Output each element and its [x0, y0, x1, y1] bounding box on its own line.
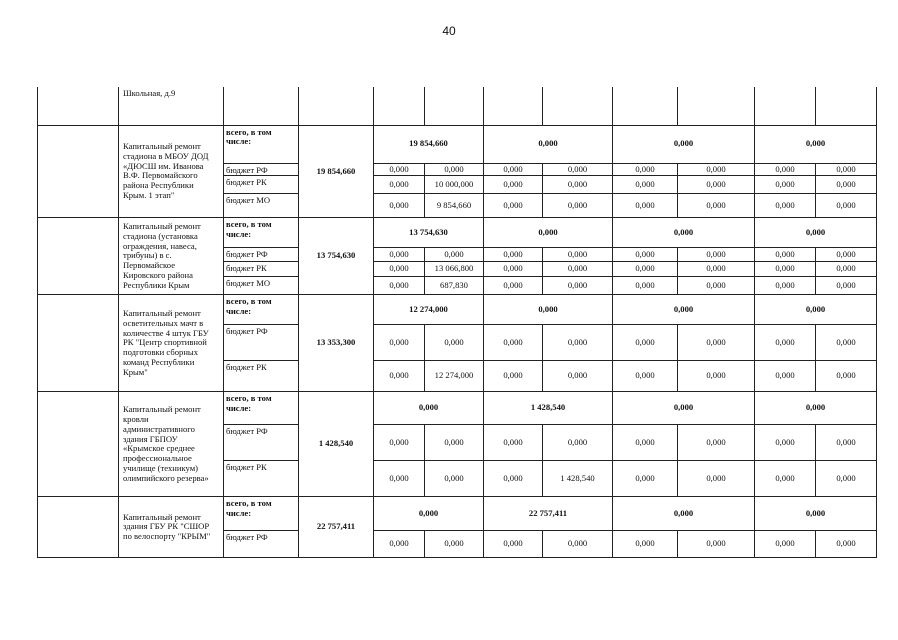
blank-cell: [38, 392, 119, 497]
value-cell: 687,830: [425, 277, 484, 295]
value-cell: 0,000: [678, 425, 755, 461]
value-cell: 0,000: [678, 277, 755, 295]
blank-cell: [613, 87, 678, 125]
source-label: бюджет РФ: [224, 325, 299, 361]
value-cell: 0,000: [755, 361, 816, 392]
value-cell: 0,000: [543, 163, 613, 176]
value-cell: 0,000: [755, 425, 816, 461]
blank-cell: [484, 87, 543, 125]
value-cell: 0,000: [816, 531, 877, 558]
blank-cell: [425, 87, 484, 125]
value-cell: 0,000: [374, 531, 425, 558]
value-cell: 1 428,540: [543, 461, 613, 497]
blank-cell: [374, 87, 425, 125]
value-cell: 0,000: [374, 176, 425, 194]
value-cell: 0,000: [816, 194, 877, 218]
source-label: бюджет РФ: [224, 248, 299, 262]
value-cell: 0,000: [678, 461, 755, 497]
period-sum: 0,000: [613, 218, 755, 248]
value-cell: 0,000: [543, 531, 613, 558]
project-row: [38, 125, 877, 163]
blank-cell: [224, 87, 299, 125]
value-cell: 0,000: [613, 194, 678, 218]
blank-cell: [755, 87, 816, 125]
value-cell: 0,000: [374, 248, 425, 262]
period-sum: 0,000: [613, 392, 755, 425]
value-cell: 0,000: [425, 531, 484, 558]
period-sum: 0,000: [755, 497, 877, 531]
source-label: бюджет РФ: [224, 425, 299, 461]
value-cell: 0,000: [816, 277, 877, 295]
value-cell: 0,000: [613, 277, 678, 295]
value-cell: 0,000: [678, 176, 755, 194]
period-sum: 0,000: [755, 125, 877, 163]
source-label: бюджет МО: [224, 277, 299, 295]
project-total: 13 754,630: [299, 218, 374, 295]
blank-cell: [38, 497, 119, 558]
value-cell: 0,000: [484, 163, 543, 176]
period-sum: 22 757,411: [484, 497, 613, 531]
value-cell: 0,000: [374, 325, 425, 361]
value-cell: 9 854,660: [425, 194, 484, 218]
source-label: всего, в том числе:: [224, 125, 299, 163]
value-cell: 0,000: [543, 194, 613, 218]
page-number: 40: [442, 24, 456, 38]
value-cell: 12 274,000: [425, 361, 484, 392]
source-label: бюджет РК: [224, 361, 299, 392]
period-sum: 0,000: [755, 295, 877, 325]
value-cell: 0,000: [678, 262, 755, 277]
value-cell: 0,000: [484, 325, 543, 361]
value-cell: 0,000: [613, 248, 678, 262]
project-name: Капитальный ремонт стадиона в МБОУ ДОД «ДЮСШ им. Иванова В.Ф. Первомайского района Республики Крым. 1 этап": [119, 125, 224, 218]
value-cell: 0,000: [484, 277, 543, 295]
value-cell: 10 000,000: [425, 176, 484, 194]
value-cell: 0,000: [755, 325, 816, 361]
value-cell: 0,000: [543, 176, 613, 194]
value-cell: 0,000: [678, 248, 755, 262]
blank-cell: [678, 87, 755, 125]
value-cell: 0,000: [543, 262, 613, 277]
project-row: [38, 218, 877, 248]
value-cell: 0,000: [678, 361, 755, 392]
source-label: всего, в том числе:: [224, 497, 299, 531]
project-row: [38, 392, 877, 425]
project-name: Капитальный ремонт здания ГБУ РК "СШОР по велоспорту "КРЫМ": [119, 497, 224, 558]
value-cell: 0,000: [425, 425, 484, 461]
project-row: [38, 497, 877, 531]
value-cell: 0,000: [484, 531, 543, 558]
value-cell: 0,000: [425, 325, 484, 361]
period-sum: 0,000: [613, 497, 755, 531]
value-cell: 13 066,800: [425, 262, 484, 277]
source-label: бюджет РК: [224, 176, 299, 194]
value-cell: 0,000: [374, 277, 425, 295]
value-cell: 0,000: [613, 262, 678, 277]
budget-table: [37, 87, 877, 558]
value-cell: 0,000: [543, 325, 613, 361]
value-cell: 0,000: [613, 531, 678, 558]
value-cell: 0,000: [755, 248, 816, 262]
period-sum: 0,000: [484, 295, 613, 325]
value-cell: 0,000: [543, 425, 613, 461]
project-total: 1 428,540: [299, 392, 374, 497]
source-label: всего, в том числе:: [224, 392, 299, 425]
value-cell: 0,000: [484, 461, 543, 497]
source-label: всего, в том числе:: [224, 295, 299, 325]
value-cell: 0,000: [484, 425, 543, 461]
blank-cell: [543, 87, 613, 125]
source-label: бюджет РФ: [224, 163, 299, 176]
value-cell: 0,000: [374, 262, 425, 277]
value-cell: 0,000: [755, 176, 816, 194]
value-cell: 0,000: [678, 531, 755, 558]
project-total: 22 757,411: [299, 497, 374, 558]
value-cell: 0,000: [374, 461, 425, 497]
value-cell: 0,000: [374, 163, 425, 176]
source-label: бюджет МО: [224, 194, 299, 218]
blank-cell: [299, 87, 374, 125]
value-cell: 0,000: [425, 248, 484, 262]
address-cell: Школьная, д.9: [119, 87, 224, 125]
value-cell: 0,000: [816, 425, 877, 461]
blank-cell: [38, 218, 119, 295]
project-total: 19 854,660: [299, 125, 374, 218]
period-sum: 19 854,660: [374, 125, 484, 163]
blank-cell: [38, 125, 119, 218]
value-cell: 0,000: [374, 425, 425, 461]
blank-cell: [38, 87, 119, 125]
period-sum: 0,000: [755, 392, 877, 425]
source-label: бюджет РК: [224, 262, 299, 277]
value-cell: 0,000: [678, 163, 755, 176]
value-cell: 0,000: [484, 248, 543, 262]
period-sum: 0,000: [613, 295, 755, 325]
period-sum: 12 274,000: [374, 295, 484, 325]
value-cell: 0,000: [484, 361, 543, 392]
value-cell: 0,000: [613, 325, 678, 361]
value-cell: 0,000: [613, 461, 678, 497]
project-name: Капитальный ремонт осветительных мачт в количестве 4 штук ГБУ РК "Центр спортивной подготовки сборных команд Республики Крым": [119, 295, 224, 392]
value-cell: 0,000: [755, 163, 816, 176]
project-row: [38, 295, 877, 325]
value-cell: 0,000: [543, 361, 613, 392]
value-cell: 0,000: [816, 163, 877, 176]
value-cell: 0,000: [816, 176, 877, 194]
value-cell: 0,000: [678, 325, 755, 361]
source-label: бюджет РК: [224, 461, 299, 497]
blank-cell: [816, 87, 877, 125]
value-cell: 0,000: [755, 262, 816, 277]
project-name: Капитальный ремонт стадиона (установка ограждения, навеса, трибуны) в с. Первомайское Кировского района Республики Крым: [119, 218, 224, 295]
value-cell: 0,000: [543, 248, 613, 262]
period-sum: 0,000: [755, 218, 877, 248]
project-total: 13 353,300: [299, 295, 374, 392]
value-cell: 0,000: [374, 194, 425, 218]
value-cell: 0,000: [816, 361, 877, 392]
value-cell: 0,000: [374, 361, 425, 392]
table-row: [38, 87, 877, 125]
value-cell: 0,000: [484, 194, 543, 218]
value-cell: 0,000: [755, 194, 816, 218]
value-cell: 0,000: [816, 262, 877, 277]
blank-cell: [38, 295, 119, 392]
value-cell: 0,000: [678, 194, 755, 218]
value-cell: 0,000: [613, 176, 678, 194]
value-cell: 0,000: [484, 262, 543, 277]
value-cell: 0,000: [613, 163, 678, 176]
source-label: бюджет РФ: [224, 531, 299, 558]
value-cell: 0,000: [816, 248, 877, 262]
value-cell: 0,000: [816, 325, 877, 361]
value-cell: 0,000: [755, 531, 816, 558]
value-cell: 0,000: [816, 461, 877, 497]
value-cell: 0,000: [425, 163, 484, 176]
project-name: Капитальный ремонт кровли административного здания ГБПОУ «Крымское среднее профессиональное училище (техникум) олимпийского резерва»: [119, 392, 224, 497]
period-sum: 13 754,630: [374, 218, 484, 248]
source-label: всего, в том числе:: [224, 218, 299, 248]
period-sum: 0,000: [484, 218, 613, 248]
period-sum: 1 428,540: [484, 392, 613, 425]
period-sum: 0,000: [484, 125, 613, 163]
value-cell: 0,000: [613, 361, 678, 392]
value-cell: 0,000: [755, 277, 816, 295]
value-cell: 0,000: [613, 425, 678, 461]
period-sum: 0,000: [374, 392, 484, 425]
period-sum: 0,000: [374, 497, 484, 531]
value-cell: 0,000: [543, 277, 613, 295]
value-cell: 0,000: [755, 461, 816, 497]
period-sum: 0,000: [613, 125, 755, 163]
value-cell: 0,000: [484, 176, 543, 194]
value-cell: 0,000: [425, 461, 484, 497]
